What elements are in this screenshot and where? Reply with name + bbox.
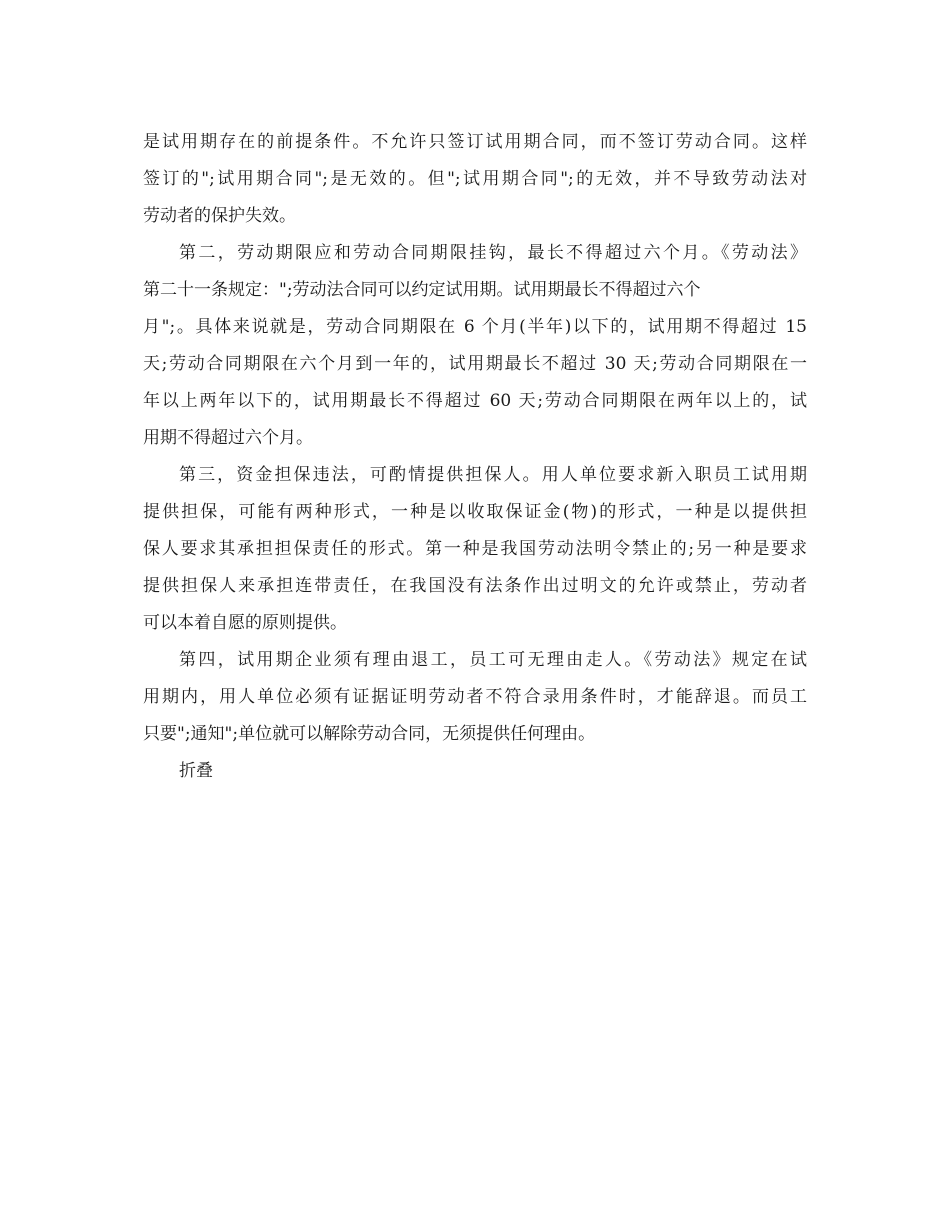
text-line: 保人要求其承担担保责任的形式。第一种是我国劳动法明令禁止的;另一种是要求	[143, 539, 807, 559]
text-line: 用期内，用人单位必须有证据证明劳动者不符合录用条件时，才能辞退。而员工	[143, 687, 807, 707]
paragraph-third-point	[143, 457, 807, 642]
text-line: 提供担保，可能有两种形式，一种是以收取保证金(物)的形式，一种是以提供担	[143, 502, 807, 522]
text-line: 提供担保人来承担连带责任，在我国没有法条作出过明文的允许或禁止，劳动者	[143, 576, 807, 596]
text-line: 用期不得超过六个月。	[143, 428, 313, 448]
text-line: 劳动者的保护失效。	[143, 206, 296, 226]
text-line: 第四，试用期企业须有理由退工，员工可无理由走人。《劳动法》规定在试	[179, 650, 807, 670]
text-line: 年以上两年以下的，试用期最长不得超过 60 天;劳动合同期限在两年以上的，试	[143, 391, 807, 411]
paragraph-fourth-point	[143, 642, 807, 753]
text-line: 第二，劳动期限应和劳动合同期限挂钩，最长不得超过六个月。《劳动法》	[179, 243, 807, 263]
text-line: 第三，资金担保违法，可酌情提供担保人。用人单位要求新入职员工试用期	[179, 465, 807, 485]
text-line: 可以本着自愿的原则提供。	[143, 613, 347, 633]
paragraph-trial-period-precondition	[143, 124, 807, 235]
paragraph-second-point	[143, 235, 807, 457]
text-line: 只要";通知";单位就可以解除劳动合同，无须提供任何理由。	[143, 724, 596, 744]
text-line: 签订的";试用期合同";是无效的。但";试用期合同";的无效，并不导致劳动法对	[143, 169, 807, 189]
collapse-label: 折叠	[179, 761, 213, 781]
text-line: 天;劳动合同期限在六个月到一年的，试用期最长不超过 30 天;劳动合同期限在一	[143, 354, 807, 374]
text-line: 第二十一条规定：";劳动法合同可以约定试用期。试用期最长不得超过六个	[143, 280, 701, 300]
paragraph-collapse	[143, 753, 807, 790]
document-body	[143, 124, 807, 790]
text-line: 是试用期存在的前提条件。不允许只签订试用期合同，而不签订劳动合同。这样	[143, 132, 807, 152]
text-line: 月";。具体来说就是，劳动合同期限在 6 个月(半年)以下的，试用期不得超过 15	[143, 317, 807, 337]
